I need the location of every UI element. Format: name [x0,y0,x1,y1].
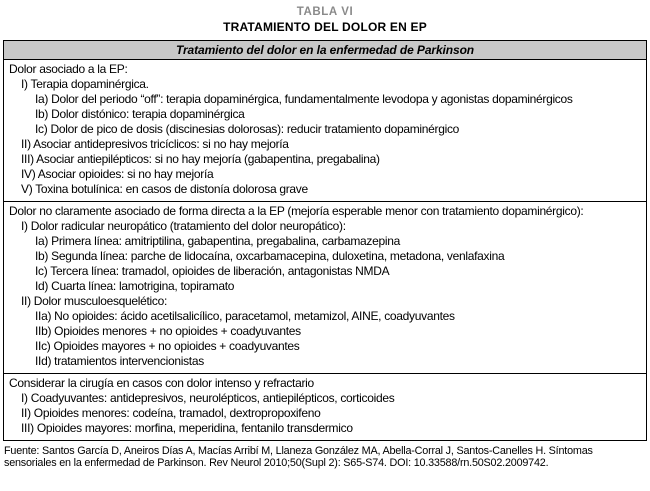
section-pain-associated-with-pd [4,60,646,202]
table-line: III) Opioides mayores: morfina, meperidina, fentanilo transdermico [21,421,353,435]
table-line: Dolor asociado a la EP: [9,62,128,76]
table-header-row: Tratamiento del dolor en la enfermedad de Parkinson [4,41,646,60]
table-line: II) Asociar antidepresivos tricíclicos: si no hay mejoría [21,137,289,151]
pain-treatment-table [3,40,647,441]
table-line: V) Toxina botulínica: en casos de distonía dolorosa grave [21,182,308,196]
table-line: Ib) Dolor distónico: terapia dopaminérgica [35,107,245,121]
table-line: Considerar la cirugía en casos con dolor intenso y refractario [9,376,314,390]
table-line: IIa) No opioides: ácido acetilsalicílico, paracetamol, metamizol, AINE, coadyuvantes [35,309,455,323]
table-line: Id) Cuarta línea: lamotrigina, topiramato [35,279,235,293]
table-line: Ic) Dolor de pico de dosis (discinesias dolorosas): reducir tratamiento dopaminérgico [35,122,460,136]
table-title: TRATAMIENTO DEL DOLOR EN EP [223,20,427,34]
table-line: Ia) Dolor del periodo “off”: terapia dopaminérgica, fundamentalmente levodopa y agonistas dopaminérgicos [35,92,573,106]
table-line: III) Asociar antiepilépticos: si no hay mejoría (gabapentina, pregabalina) [21,152,380,166]
table-line: II) Opioides menores: codeína, tramadol, dextropropoxifeno [21,406,321,420]
table-line: Dolor no claramente asociado de forma directa a la EP (mejoría esperable menor con tratamiento dopaminérgico): [9,204,584,218]
table-line: I) Dolor radicular neuropático (tratamiento del dolor neuropático): [21,219,346,233]
table-line: IId) tratamientos intervencionistas [35,354,204,368]
source-citation: Fuente: Santos García D, Aneiros Días A, Macías Arribí M, Llaneza González MA, Abella-Corral J, Santos-Canelles H. Síntomas sensoriales en la enfermedad de Parkinson. Rev Neurol 2010;50(Supl 2): S65-S74. DOI: 10.33588/rn.50S02.2009742. [4,445,593,469]
table-line: Ic) Tercera línea: tramadol, opioides de liberación, antagonistas NMDA [35,264,390,278]
section-pain-not-clearly-associated [4,202,646,374]
table-number-label: TABLA VI [296,6,354,18]
table-line: IV) Asociar opioides: si no hay mejoría [21,167,214,181]
table-line: I) Coadyuvantes: antidepresivos, neurolépticos, antiepilépticos, corticoides [21,391,395,405]
table-line: Ib) Segunda línea: parche de lidocaína, oxcarbamacepina, duloxetina, metadona, venlafaxina [35,249,505,263]
table-line: IIb) Opioides menores + no opioides + coadyuvantes [35,324,301,338]
table-line: II) Dolor musculoesquelético: [21,294,168,308]
section-surgery-consideration [4,374,646,440]
table-line: Ia) Primera línea: amitriptilina, gabapentina, pregabalina, carbamazepina [35,234,400,248]
table-line: I) Terapia dopaminérgica. [21,77,149,91]
table-line: IIc) Opioides mayores + no opioides + coadyuvantes [35,339,300,353]
